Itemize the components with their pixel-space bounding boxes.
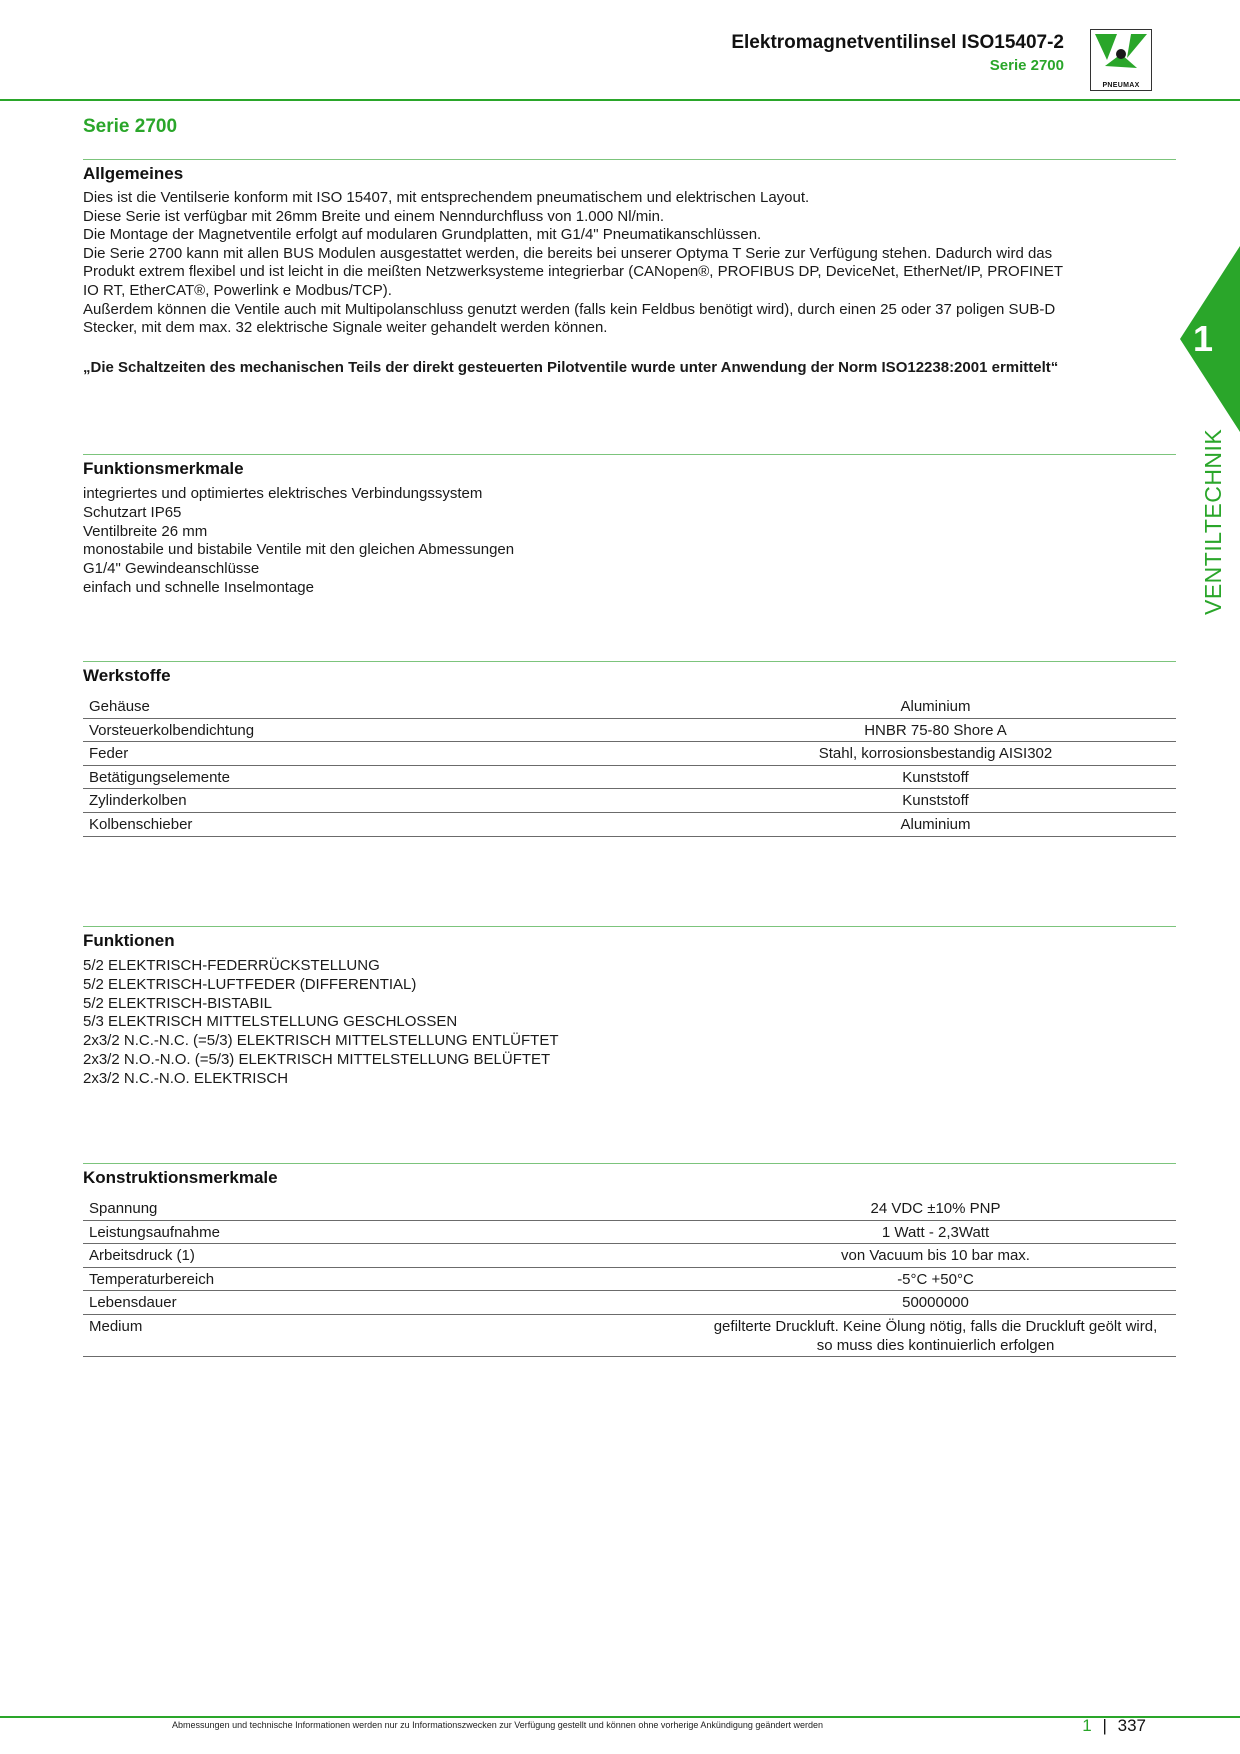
paragraph-line: Außerdem können die Ventile auch mit Multipolanschluss genutzt werden (falls kein Feldbus benötigt wird), durch einen 25 oder 37 poligen SUB-D [83, 300, 1056, 318]
list-item: 5/3 ELEKTRISCH MITTELSTELLUNG GESCHLOSSEN [83, 1013, 458, 1031]
table-cell-value: Kunststoff [695, 789, 1176, 813]
document-title: Elektromagnetventilinsel ISO15407-2 [731, 32, 1064, 53]
table-cell-value: Aluminium [695, 812, 1176, 836]
table-cell-label: Gehäuse [83, 695, 695, 718]
logo-mark-icon [1091, 30, 1151, 78]
section-divider [83, 159, 1176, 160]
value-line: gefilterte Druckluft. Keine Ölung nötig, falls die Druckluft geölt wird, [713, 1317, 1158, 1335]
paragraph-line: Die Serie 2700 kann mit allen BUS Modulen ausgestattet werden, die bereits bei unserer Optyma T Serie zur Verfügung stehen. Dadurch wird das [83, 244, 1053, 262]
table-row [83, 695, 1176, 718]
functions-list [83, 957, 559, 1089]
section-heading-funktionen: Funktionen [83, 931, 175, 950]
page-number [1082, 1716, 1146, 1736]
table-cell-value: Aluminium [695, 695, 1176, 718]
paragraph-line: Dies ist die Ventilserie konform mit ISO 15407, mit entsprechendem pneumatischem und elektrischen Layout. [83, 189, 810, 206]
table-cell-value: von Vacuum bis 10 bar max. [695, 1244, 1176, 1268]
section-heading-funktionsmerkmale: Funktionsmerkmale [83, 459, 244, 478]
footer-disclaimer: Abmessungen und technische Informationen werden nur zu Informationszwecken zur Verfügung gestellt und können ohne vorherige Ankündigung geändert werden [172, 1720, 823, 1730]
list-item: 2x3/2 N.C.-N.O. ELEKTRISCH [83, 1069, 289, 1087]
table-cell-label: Temperaturbereich [83, 1267, 695, 1291]
table-cell-value: 1 Watt - 2,3Watt [695, 1220, 1176, 1244]
table-row [83, 1244, 1176, 1268]
table-row [83, 789, 1176, 813]
construction-table [83, 1197, 1176, 1357]
materials-table [83, 695, 1176, 837]
table-cell-label: Medium [83, 1314, 695, 1356]
list-item: Schutzart IP65 [83, 503, 182, 521]
section-heading-allgemeines: Allgemeines [83, 164, 184, 183]
feature-list [83, 485, 514, 598]
list-item: 5/2 ELEKTRISCH-FEDERRÜCKSTELLUNG [83, 957, 380, 974]
table-cell-value: -5°C +50°C [695, 1267, 1176, 1291]
table-row [83, 812, 1176, 836]
footer-page: 337 [1117, 1716, 1146, 1735]
iso-note: „Die Schaltzeiten des mechanischen Teils der direkt gesteuerten Pilotventile wurde unter Anwendung der Norm ISO12238:2001 ermittelt“ [83, 359, 1059, 376]
table-row [83, 1267, 1176, 1291]
table-cell-value: Stahl, korrosionsbestandig AISI302 [695, 742, 1176, 766]
chapter-side-label: VENTILTECHNIK [1200, 428, 1226, 615]
page-title: Serie 2700 [83, 116, 178, 137]
value-line: so muss dies kontinuierlich erfolgen [816, 1336, 1055, 1354]
table-cell-label: Vorsteuerkolbendichtung [83, 718, 695, 742]
table-cell-label: Spannung [83, 1197, 695, 1220]
table-cell-label: Arbeitsdruck (1) [83, 1244, 695, 1268]
list-item: G1/4" Gewindeanschlüsse [83, 560, 260, 578]
table-row [83, 765, 1176, 789]
header-divider [0, 99, 1240, 101]
table-row [83, 742, 1176, 766]
section-heading-konstruktionsmerkmale: Konstruktionsmerkmale [83, 1168, 278, 1187]
section-divider [83, 1163, 1176, 1164]
section-divider [83, 926, 1176, 927]
table-row [83, 718, 1176, 742]
table-cell-value: HNBR 75-80 Shore A [695, 718, 1176, 742]
paragraph-line: Stecker, mit dem max. 32 elektrische Signale weiter gehandelt werden können. [83, 319, 608, 337]
table-row [83, 1197, 1176, 1220]
table-cell-label: Leistungsaufnahme [83, 1220, 695, 1244]
logo-text: PNEUMAX [1102, 82, 1140, 89]
list-item: 5/2 ELEKTRISCH-BISTABIL [83, 994, 272, 1012]
table-cell-value: 50000000 [695, 1291, 1176, 1315]
list-item: integriertes und optimiertes elektrisches Verbindungssystem [83, 485, 483, 502]
table-cell-label: Feder [83, 742, 695, 766]
footer-divider [0, 1716, 1240, 1718]
table-row [83, 1314, 1176, 1356]
footer-chapter: 1 [1082, 1716, 1092, 1735]
table-row [83, 1220, 1176, 1244]
list-item: 2x3/2 N.C.-N.C. (=5/3) ELEKTRISCH MITTELSTELLUNG ENTLÜFTET [83, 1032, 559, 1050]
table-cell-label: Lebensdauer [83, 1291, 695, 1315]
table-cell-label: Betätigungselemente [83, 765, 695, 789]
pneumax-logo [1090, 29, 1152, 91]
list-item: monostabile und bistabile Ventile mit den gleichen Abmessungen [83, 541, 515, 559]
general-description [83, 189, 1183, 338]
list-item: Ventilbreite 26 mm [83, 522, 208, 540]
table-cell-label: Kolbenschieber [83, 812, 695, 836]
paragraph-line: Produkt extrem flexibel und ist leicht in die meißten Netzwerksysteme integrierbar (CANopen®, PROFIBUS DP, DeviceNet, EtherNet/IP, PROFINET [83, 263, 1064, 281]
table-cell-label: Zylinderkolben [83, 789, 695, 813]
document-subtitle: Serie 2700 [989, 57, 1064, 74]
table-cell-value: Kunststoff [695, 765, 1176, 789]
section-heading-werkstoffe: Werkstoffe [83, 666, 171, 685]
footer-separator: | [1102, 1716, 1107, 1735]
list-item: 2x3/2 N.O.-N.O. (=5/3) ELEKTRISCH MITTELSTELLUNG BELÜFTET [83, 1050, 551, 1068]
table-row [83, 1291, 1176, 1315]
table-cell-value [695, 1314, 1176, 1356]
table-cell-value: 24 VDC ±10% PNP [695, 1197, 1176, 1220]
section-divider [83, 454, 1176, 455]
list-item: einfach und schnelle Inselmontage [83, 578, 314, 596]
paragraph-line: IO RT, EtherCAT®, Powerlink e Modbus/TCP). [83, 281, 392, 299]
paragraph-line: Diese Serie ist verfügbar mit 26mm Breite und einem Nenndurchfluss von 1.000 Nl/min. [83, 207, 665, 225]
list-item: 5/2 ELEKTRISCH-LUFTFEDER (DIFFERENTIAL) [83, 975, 417, 993]
section-divider [83, 661, 1176, 662]
chapter-number: 1 [1193, 318, 1214, 359]
paragraph-line: Die Montage der Magnetventile erfolgt auf modularen Grundplatten, mit G1/4" Pneumatikanschlüssen. [83, 226, 762, 244]
